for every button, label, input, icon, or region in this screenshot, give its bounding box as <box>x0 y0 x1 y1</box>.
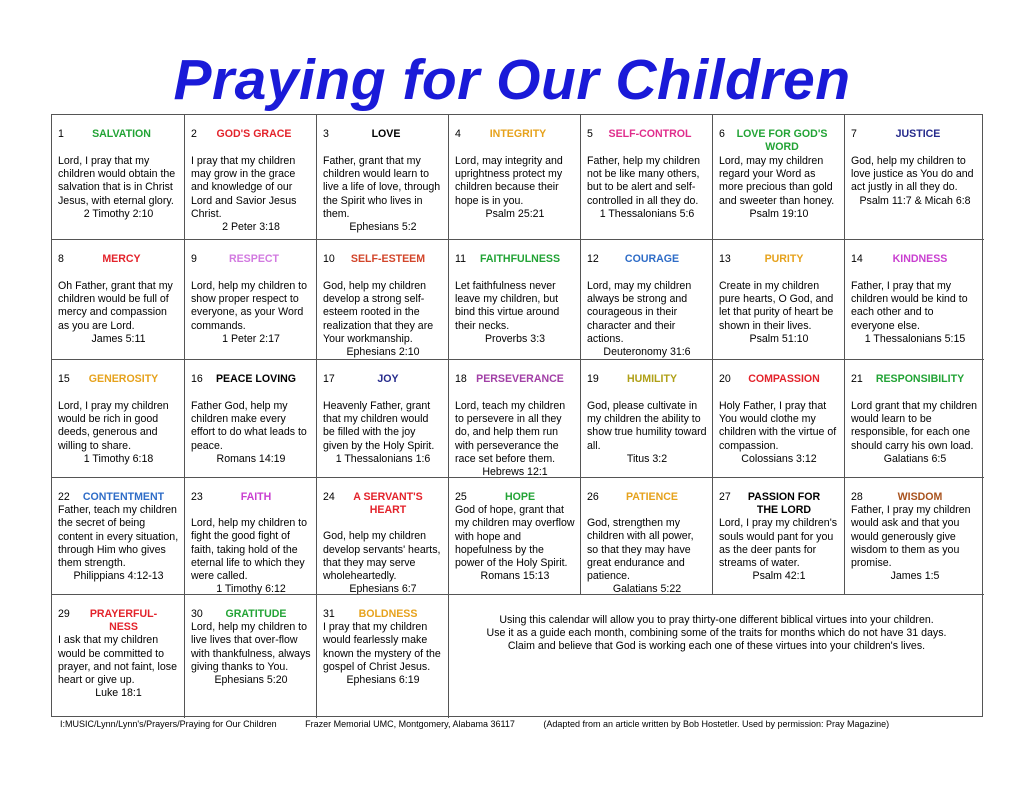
prayer-text: Heavenly Father, grant that my children would be filled with the joy given by the Holy Spirit. <box>323 400 435 452</box>
day-header <box>455 128 575 155</box>
day-header <box>191 491 311 504</box>
day-number: 18 <box>455 373 467 385</box>
day-cell <box>317 115 449 240</box>
note-line: Using this calendar will allow you to pray thirty-one different biblical virtues into your children. <box>499 614 934 626</box>
day-header <box>58 128 179 155</box>
virtue-name: JOY <box>377 373 399 385</box>
day-number: 5 <box>587 128 593 140</box>
prayer-text: Create in my children pure hearts, O God, and let that purity of heart be shown in their lives. <box>719 280 834 332</box>
virtue-name: SELF-CONTROL <box>608 128 692 140</box>
day-cell <box>52 478 185 595</box>
scripture-reference: Ephesians 6:7 <box>349 583 417 595</box>
day-cell <box>185 595 317 718</box>
scripture-reference: Psalm 25:21 <box>485 207 545 220</box>
day-number: 10 <box>323 253 335 265</box>
day-header <box>323 373 443 400</box>
day-header <box>58 491 179 504</box>
day-cell <box>713 240 845 360</box>
day-number: 22 <box>58 491 70 503</box>
prayer-text: Father, I pray that my children would be kind to each other and to everyone else. <box>851 280 968 332</box>
day-cell <box>449 240 581 360</box>
footer <box>60 719 889 729</box>
virtue-name: KINDNESS <box>892 253 948 265</box>
prayer-text: God, help my children to love justice as You do and act justly in all they do. <box>851 155 974 194</box>
virtue-name: GOD'S GRACE <box>216 128 292 140</box>
scripture-reference: Galatians 5:22 <box>612 583 682 595</box>
scripture-reference: Psalm 51:10 <box>749 332 809 345</box>
day-number: 17 <box>323 373 335 385</box>
day-number: 4 <box>455 128 461 140</box>
day-header <box>191 128 311 155</box>
scripture-reference: Philippians 4:12-13 <box>73 570 164 583</box>
day-header <box>58 253 179 280</box>
day-header <box>455 491 575 504</box>
day-header <box>58 608 179 634</box>
prayer-text: I pray that my children would fearlessly make known the mystery of the gospel of Christ Jesus. <box>323 621 441 673</box>
day-cell <box>52 595 185 718</box>
scripture-reference: 1 Thessalonians 5:15 <box>864 332 966 345</box>
virtue-name: PRAYERFUL-NESS <box>89 608 158 634</box>
prayer-text: Father, help my children not be like many others, but to be alert and self-controlled in all they do. <box>587 155 701 207</box>
scripture-reference: 1 Thessalonians 1:6 <box>335 452 431 465</box>
day-header <box>455 373 575 400</box>
day-cell <box>581 115 713 240</box>
prayer-text: God, strengthen my children with all power, so that they may have great endurance and patience. <box>587 517 694 583</box>
day-cell <box>845 115 984 240</box>
scripture-reference: Psalm 11:7 & Micah 6:8 <box>859 194 971 207</box>
day-number: 13 <box>719 253 731 265</box>
virtue-name: HUMILITY <box>626 373 678 385</box>
spacer <box>587 504 707 517</box>
day-number: 23 <box>191 491 203 503</box>
day-number: 3 <box>323 128 329 140</box>
day-header <box>587 373 707 400</box>
prayer-text: Holy Father, I pray that You would clothe my children with the virtue of compassion. <box>719 400 837 452</box>
scripture-reference: Deuteronomy 31:6 <box>603 346 691 359</box>
virtue-name: SALVATION <box>92 128 151 140</box>
day-number: 14 <box>851 253 863 265</box>
day-header <box>851 373 979 400</box>
scripture-reference: Romans 14:19 <box>216 452 286 465</box>
prayer-text: God, help my children develop a strong self-esteem rooted in the realization that they are Your workmanship. <box>323 280 434 345</box>
day-header <box>58 373 179 400</box>
footer-church: Frazer Memorial UMC, Montgomery, Alabama 36117 <box>305 719 515 729</box>
scripture-reference: Galatians 6:5 <box>883 452 947 465</box>
day-cell <box>185 240 317 360</box>
day-number: 6 <box>719 128 725 140</box>
day-cell <box>581 240 713 360</box>
prayer-text: Father, grant that my children would learn to live a life of love, through the Spirit who lives in them. <box>323 155 441 220</box>
virtue-name: GENEROSITY <box>88 373 159 385</box>
day-number: 11 <box>455 253 466 265</box>
prayer-text: I ask that my children would be committed to prayer, and not faint, lose heart or give up. <box>58 634 177 687</box>
virtue-name: PEACE LOVING <box>215 373 297 385</box>
scripture-reference: 1 Timothy 6:12 <box>216 583 286 595</box>
virtue-name: INTEGRITY <box>489 128 547 140</box>
day-cell <box>317 240 449 360</box>
virtue-name: FAITHFULNESS <box>479 253 561 265</box>
day-cell <box>449 360 581 478</box>
day-cell <box>52 360 185 478</box>
day-header <box>191 253 311 280</box>
day-number: 27 <box>719 491 731 503</box>
scripture-reference: James 5:11 <box>91 332 146 345</box>
day-cell <box>317 478 449 595</box>
prayer-text: Oh Father, grant that my children would be full of mercy and compassion as you are Lord. <box>58 280 173 332</box>
prayer-text: Father, I pray my children would ask and that you would generously give wisdom to them as you promise. <box>851 504 971 570</box>
note-line: Use it as a guide each month, combining some of the traits for months which do not have 31 days. <box>486 627 947 639</box>
footer-credit: (Adapted from an article written by Bob Hostetler. Used by permission: Pray Magazine) <box>543 719 890 729</box>
note-line: Claim and believe that God is working each one of these virtues into your children's lives. <box>507 640 926 652</box>
virtue-name: JUSTICE <box>895 128 941 140</box>
day-header <box>323 128 443 155</box>
day-cell <box>52 115 185 240</box>
scripture-reference: 1 Timothy 6:18 <box>83 452 154 465</box>
prayer-text: Lord grant that my children would learn to be responsible, for each one should carry his own load. <box>851 400 978 452</box>
day-number: 12 <box>587 253 599 265</box>
calendar-note <box>451 595 982 736</box>
scripture-reference: Romans 15:13 <box>480 570 550 583</box>
day-header <box>587 253 707 280</box>
virtue-name: GRATITUDE <box>225 608 287 620</box>
virtue-name: COMPASSION <box>748 373 820 385</box>
day-number: 31 <box>323 608 335 620</box>
prayer-text: I pray that my children may grow in the grace and knowledge of our Lord and Savior Jesus Christ. <box>191 155 297 220</box>
day-number: 15 <box>58 373 70 385</box>
prayer-text: Lord, help my children to fight the good fight of faith, taking hold of the eternal life to which they were called. <box>191 517 308 583</box>
day-cell <box>185 115 317 240</box>
virtue-name: RESPONSIBILITY <box>875 373 965 385</box>
day-number: 7 <box>851 128 857 140</box>
scripture-reference: Ephesians 5:2 <box>349 221 417 234</box>
day-cell <box>449 478 581 595</box>
day-header <box>851 253 979 280</box>
day-header <box>587 128 707 155</box>
virtue-name: PASSION FOR THE LORD <box>747 491 821 517</box>
day-header <box>851 491 979 504</box>
day-number: 25 <box>455 491 467 503</box>
prayer-text: Lord, I pray my children's souls would pant for you as the deer pants for streams of water. <box>719 517 838 570</box>
prayer-text: Let faithfulness never leave my children, but bind this virtue around their necks. <box>455 280 560 332</box>
day-header <box>323 253 443 280</box>
scripture-reference: 2 Peter 3:18 <box>222 221 280 234</box>
virtue-name: SELF-ESTEEM <box>350 253 426 265</box>
prayer-text: Lord, I pray that my children would obtain the salvation that is in Christ Jesus, with eternal glory. <box>58 155 176 207</box>
day-number: 29 <box>58 608 70 620</box>
virtue-name: BOLDNESS <box>358 608 418 620</box>
prayer-text: Lord, may integrity and uprightness protect my children because their hope is in you. <box>455 155 563 207</box>
scripture-reference: 1 Peter 2:17 <box>222 332 280 345</box>
day-number: 21 <box>851 373 863 385</box>
scripture-reference: James 1:5 <box>890 570 940 583</box>
day-cell <box>713 360 845 478</box>
prayer-text: Lord, may my children regard your Word as more precious than gold and sweeter than honey. <box>719 155 835 207</box>
virtue-name: LOVE FOR GOD'S WORD <box>736 128 828 154</box>
day-number: 24 <box>323 491 335 503</box>
prayer-text: Lord, help my children to live lives that over-flow with thankfulness, always giving thanks to You. <box>191 621 311 673</box>
virtue-name: COURAGE <box>624 253 680 265</box>
day-header <box>719 373 839 400</box>
prayer-text: God of hope, grant that my children may overflow with hope and hopefulness by the power of the Holy Spirit. <box>455 504 575 570</box>
day-cell <box>185 360 317 478</box>
day-number: 9 <box>191 253 197 265</box>
day-number: 28 <box>851 491 863 503</box>
virtue-name: PATIENCE <box>626 491 678 503</box>
day-number: 1 <box>58 128 64 140</box>
prayer-calendar <box>51 114 983 717</box>
day-header <box>719 253 839 280</box>
day-header <box>719 128 839 155</box>
virtue-name: FAITH <box>240 491 272 503</box>
prayer-text: Lord, help my children to show proper respect to everyone, as your Word commands. <box>191 280 308 332</box>
footer-path: I:MUSIC/Lynn/Lynn's/Prayers/Praying for Our Children <box>60 719 277 729</box>
day-number: 30 <box>191 608 203 620</box>
day-cell <box>317 595 449 718</box>
scripture-reference: Titus 3:2 <box>626 452 668 465</box>
prayer-text: God, please cultivate in my children the ability to show true humility toward all. <box>587 400 707 452</box>
prayer-text: Lord, I pray my children would be rich in good deeds, generous and willing to share. <box>58 400 169 452</box>
day-header <box>587 491 707 504</box>
day-number: 16 <box>191 373 203 385</box>
spacer <box>191 504 311 517</box>
virtue-name: A SERVANT'S HEART <box>353 491 423 517</box>
page-title: Praying for Our Children <box>173 48 851 112</box>
day-cell <box>581 360 713 478</box>
scripture-reference: Luke 18:1 <box>95 687 142 700</box>
prayer-text: God, help my children develop servants' hearts, that they may serve wholeheartedly. <box>323 530 441 583</box>
day-number: 20 <box>719 373 731 385</box>
spacer <box>323 517 443 530</box>
day-header <box>323 608 443 621</box>
day-header <box>323 491 443 517</box>
day-header <box>851 128 979 155</box>
day-cell <box>317 360 449 478</box>
day-header <box>191 608 311 621</box>
day-cell <box>713 115 845 240</box>
virtue-name: PURITY <box>764 253 804 265</box>
day-cell <box>845 240 984 360</box>
virtue-name: HOPE <box>504 491 536 503</box>
virtue-name: RESPECT <box>228 253 280 265</box>
prayer-text: Lord, may my children always be strong and courageous in their character and their actions. <box>587 280 692 345</box>
day-number: 19 <box>587 373 599 385</box>
day-cell <box>713 478 845 595</box>
day-number: 26 <box>587 491 599 503</box>
scripture-reference: 2 Timothy 2:10 <box>83 207 154 220</box>
day-header <box>191 373 311 400</box>
virtue-name: LOVE <box>371 128 401 140</box>
scripture-reference: Proverbs 3:3 <box>484 332 546 345</box>
day-cell <box>449 115 581 240</box>
day-cell <box>185 478 317 595</box>
day-number: 8 <box>58 253 64 265</box>
virtue-name: PERSEVERANCE <box>476 373 564 385</box>
virtue-name: CONTENTMENT <box>82 491 165 503</box>
prayer-text: Father God, help my children make every effort to do what leads to peace. <box>191 400 307 452</box>
virtue-name: WISDOM <box>897 491 943 503</box>
prayer-text: Lord, teach my children to persevere in all they do, and help them run with perseverance the race set before them. <box>455 400 566 465</box>
scripture-reference: Colossians 3:12 <box>741 452 817 465</box>
day-cell <box>845 360 984 478</box>
scripture-reference: Ephesians 5:20 <box>214 674 288 687</box>
day-header <box>455 253 575 280</box>
prayer-text: Father, teach my children the secret of being content in every situation, through Him who gives them strength. <box>58 504 179 570</box>
scripture-reference: Ephesians 6:19 <box>346 674 420 687</box>
scripture-reference: Hebrews 12:1 <box>482 466 548 478</box>
day-header <box>719 491 839 517</box>
day-cell <box>845 478 984 595</box>
day-cell <box>581 478 713 595</box>
day-cell <box>52 240 185 360</box>
virtue-name: MERCY <box>102 253 141 265</box>
scripture-reference: Ephesians 2:10 <box>346 346 420 359</box>
scripture-reference: 1 Thessalonians 5:6 <box>599 207 695 220</box>
scripture-reference: Psalm 19:10 <box>749 207 809 220</box>
day-number: 2 <box>191 128 197 140</box>
scripture-reference: Psalm 42:1 <box>752 570 806 583</box>
